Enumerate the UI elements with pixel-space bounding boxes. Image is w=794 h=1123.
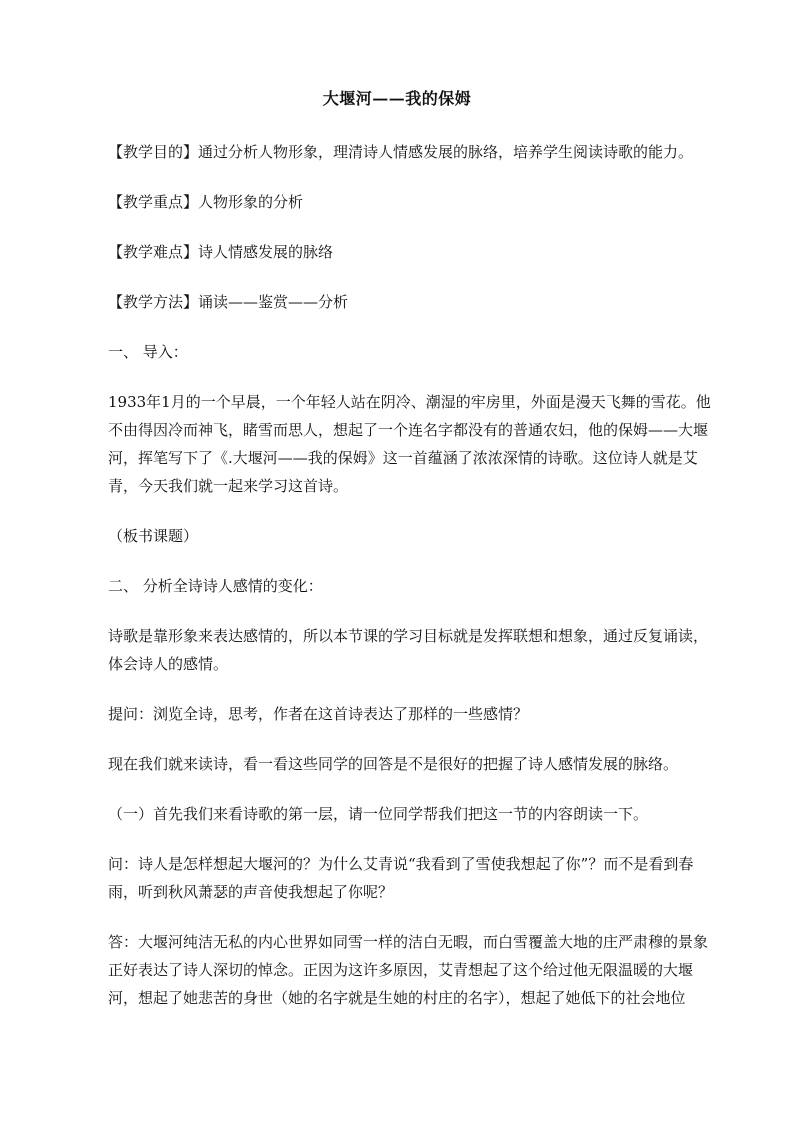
document-body: [108, 138, 718, 1034]
document-title: 大堰河——我的保姆: [322, 89, 472, 108]
paragraph-teaching-difficulty: 【教学难点】诗人情感发展的脉络: [108, 243, 334, 261]
paragraph-teaching-objective: 【教学目的】通过分析人物形象，理清诗人情感发展的脉络，培养学生阅读诗歌的能力。: [108, 143, 694, 161]
section-heading-analysis: 二、 分析全诗诗人感情的变化：: [108, 577, 323, 595]
paragraph-read-poem: 现在我们就来读诗，看一看这些同学的回答是不是很好的把握了诗人感情发展的脉络。: [108, 755, 679, 773]
section-heading-introduction: 一、 导入：: [108, 343, 188, 361]
paragraph-teaching-method: 【教学方法】诵读——鉴赏——分析: [108, 293, 349, 311]
paragraph-first-layer: （一）首先我们来看诗歌的第一层，请一位同学帮我们把这一节的内容朗读一下。: [108, 805, 649, 823]
paragraph-board-title-note: （板书课题）: [108, 527, 199, 545]
paragraph-teaching-focus: 【教学重点】人物形象的分析: [108, 193, 304, 211]
paragraph-question-prompt: 提问：浏览全诗，思考，作者在这首诗表达了那样的一些感情？: [108, 705, 529, 723]
paragraph-question: 问：诗人是怎样想起大堰河的？为什么艾青说“我看到了雪使我想起了你”？而不是看到春雨，听到秋风萧瑟的声音使我想起了你呢？: [108, 855, 694, 901]
paragraph-answer: 答：大堰河纯洁无私的内心世界如同雪一样的洁白无暇，而白雪覆盖大地的庄严肃穆的景象正好表达了诗人深切的悼念。正因为这许多原因，艾青想起了这个给过他无限温暖的大堰河，想起了她悲苦的身世（她的名字就是生她的村庄的名字），想起了她低下的社会地位: [108, 933, 709, 1007]
paragraph-learning-goal: 诗歌是靠形象来表达感情的，所以本节课的学习目标就是发挥联想和想象，通过反复诵读，体会诗人的感情。: [108, 627, 709, 673]
paragraph-introduction-text: 1933年1月的一个早晨，一个年轻人站在阴冷、潮湿的牢房里，外面是漫天飞舞的雪花。他不由得因冷而神飞，睹雪而思人，想起了一个连名字都没有的普通农妇，他的保姆——大堰河，挥笔写下了《.大堰河——我的保姆》这一首蕴涵了浓浓深情的诗歌。这位诗人就是艾青，今天我们就一起来学习这首诗。: [108, 393, 711, 495]
